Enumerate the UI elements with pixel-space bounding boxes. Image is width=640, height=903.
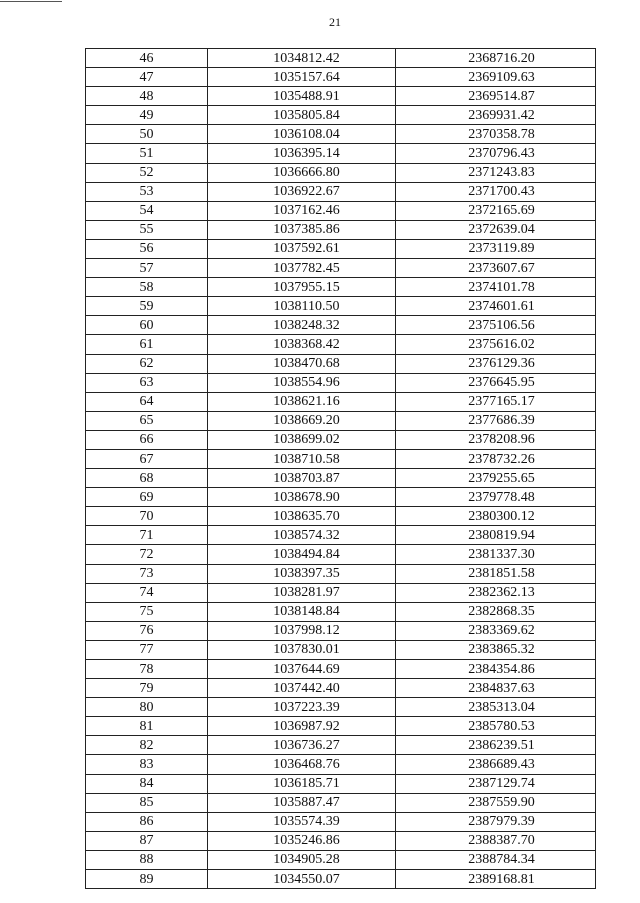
y-coordinate-cell: 2386239.51	[396, 736, 596, 755]
table-row	[86, 87, 596, 106]
x-coordinate-cell: 1037442.40	[208, 679, 396, 698]
table-row	[86, 660, 596, 679]
point-number-cell: 64	[86, 392, 208, 411]
corner-rule	[0, 1, 62, 2]
x-coordinate-cell: 1034905.28	[208, 850, 396, 869]
table-row	[86, 793, 596, 812]
y-coordinate-cell: 2380300.12	[396, 507, 596, 526]
table-row	[86, 163, 596, 182]
x-coordinate-cell: 1036395.14	[208, 144, 396, 163]
y-coordinate-cell: 2370796.43	[396, 144, 596, 163]
point-number-cell: 67	[86, 449, 208, 468]
y-coordinate-cell: 2378732.26	[396, 449, 596, 468]
y-coordinate-cell: 2379778.48	[396, 488, 596, 507]
x-coordinate-cell: 1035246.86	[208, 831, 396, 850]
x-coordinate-cell: 1038621.16	[208, 392, 396, 411]
point-number-cell: 54	[86, 201, 208, 220]
table-row	[86, 564, 596, 583]
x-coordinate-cell: 1038635.70	[208, 507, 396, 526]
y-coordinate-cell: 2371700.43	[396, 182, 596, 201]
x-coordinate-cell: 1034550.07	[208, 870, 396, 889]
point-number-cell: 72	[86, 545, 208, 564]
point-number-cell: 62	[86, 354, 208, 373]
point-number-cell: 46	[86, 49, 208, 68]
x-coordinate-cell: 1037162.46	[208, 201, 396, 220]
x-coordinate-cell: 1037782.45	[208, 259, 396, 278]
table-row	[86, 640, 596, 659]
point-number-cell: 56	[86, 239, 208, 258]
point-number-cell: 61	[86, 335, 208, 354]
x-coordinate-cell: 1038281.97	[208, 583, 396, 602]
point-number-cell: 80	[86, 698, 208, 717]
point-number-cell: 57	[86, 259, 208, 278]
x-coordinate-cell: 1038248.32	[208, 316, 396, 335]
point-number-cell: 55	[86, 220, 208, 239]
y-coordinate-cell: 2384354.86	[396, 660, 596, 679]
y-coordinate-cell: 2388387.70	[396, 831, 596, 850]
point-number-cell: 82	[86, 736, 208, 755]
y-coordinate-cell: 2376645.95	[396, 373, 596, 392]
x-coordinate-cell: 1038699.02	[208, 430, 396, 449]
table-row	[86, 469, 596, 488]
coordinate-table	[85, 48, 596, 889]
y-coordinate-cell: 2378208.96	[396, 430, 596, 449]
table-row	[86, 106, 596, 125]
x-coordinate-cell: 1036922.67	[208, 182, 396, 201]
table-row	[86, 717, 596, 736]
y-coordinate-cell: 2373607.67	[396, 259, 596, 278]
x-coordinate-cell: 1038678.90	[208, 488, 396, 507]
point-number-cell: 52	[86, 163, 208, 182]
point-number-cell: 86	[86, 812, 208, 831]
point-number-cell: 89	[86, 870, 208, 889]
x-coordinate-cell: 1037592.61	[208, 239, 396, 258]
y-coordinate-cell: 2369514.87	[396, 87, 596, 106]
table-row	[86, 812, 596, 831]
point-number-cell: 81	[86, 717, 208, 736]
point-number-cell: 71	[86, 526, 208, 545]
y-coordinate-cell: 2388784.34	[396, 850, 596, 869]
x-coordinate-cell: 1036666.80	[208, 163, 396, 182]
point-number-cell: 84	[86, 774, 208, 793]
table-row	[86, 49, 596, 68]
point-number-cell: 77	[86, 640, 208, 659]
point-number-cell: 58	[86, 278, 208, 297]
point-number-cell: 49	[86, 106, 208, 125]
y-coordinate-cell: 2383865.32	[396, 640, 596, 659]
y-coordinate-cell: 2385780.53	[396, 717, 596, 736]
table-row	[86, 68, 596, 87]
table-row	[86, 488, 596, 507]
table-row	[86, 831, 596, 850]
x-coordinate-cell: 1037955.15	[208, 278, 396, 297]
x-coordinate-cell: 1038110.50	[208, 297, 396, 316]
coordinate-table-body	[86, 49, 596, 889]
y-coordinate-cell: 2382362.13	[396, 583, 596, 602]
y-coordinate-cell: 2372639.04	[396, 220, 596, 239]
y-coordinate-cell: 2369109.63	[396, 68, 596, 87]
x-coordinate-cell: 1036108.04	[208, 125, 396, 144]
y-coordinate-cell: 2384837.63	[396, 679, 596, 698]
table-row	[86, 507, 596, 526]
table-row	[86, 850, 596, 869]
y-coordinate-cell: 2375616.02	[396, 335, 596, 354]
point-number-cell: 78	[86, 660, 208, 679]
table-row	[86, 278, 596, 297]
y-coordinate-cell: 2377686.39	[396, 411, 596, 430]
table-row	[86, 602, 596, 621]
point-number-cell: 83	[86, 755, 208, 774]
x-coordinate-cell: 1034812.42	[208, 49, 396, 68]
point-number-cell: 76	[86, 621, 208, 640]
y-coordinate-cell: 2373119.89	[396, 239, 596, 258]
x-coordinate-cell: 1038554.96	[208, 373, 396, 392]
point-number-cell: 73	[86, 564, 208, 583]
point-number-cell: 63	[86, 373, 208, 392]
x-coordinate-cell: 1036468.76	[208, 755, 396, 774]
point-number-cell: 47	[86, 68, 208, 87]
x-coordinate-cell: 1037644.69	[208, 660, 396, 679]
table-row	[86, 392, 596, 411]
point-number-cell: 66	[86, 430, 208, 449]
y-coordinate-cell: 2380819.94	[396, 526, 596, 545]
table-row	[86, 583, 596, 602]
table-row	[86, 220, 596, 239]
x-coordinate-cell: 1038368.42	[208, 335, 396, 354]
table-row	[86, 774, 596, 793]
point-number-cell: 75	[86, 602, 208, 621]
point-number-cell: 50	[86, 125, 208, 144]
y-coordinate-cell: 2370358.78	[396, 125, 596, 144]
x-coordinate-cell: 1036736.27	[208, 736, 396, 755]
table-row	[86, 545, 596, 564]
point-number-cell: 59	[86, 297, 208, 316]
table-row	[86, 239, 596, 258]
y-coordinate-cell: 2376129.36	[396, 354, 596, 373]
y-coordinate-cell: 2385313.04	[396, 698, 596, 717]
table-row	[86, 449, 596, 468]
table-row	[86, 411, 596, 430]
y-coordinate-cell: 2383369.62	[396, 621, 596, 640]
table-row	[86, 373, 596, 392]
x-coordinate-cell: 1035805.84	[208, 106, 396, 125]
x-coordinate-cell: 1037998.12	[208, 621, 396, 640]
table-row	[86, 125, 596, 144]
point-number-cell: 51	[86, 144, 208, 163]
y-coordinate-cell: 2377165.17	[396, 392, 596, 411]
y-coordinate-cell: 2387979.39	[396, 812, 596, 831]
table-row	[86, 698, 596, 717]
x-coordinate-cell: 1035574.39	[208, 812, 396, 831]
x-coordinate-cell: 1038703.87	[208, 469, 396, 488]
x-coordinate-cell: 1036185.71	[208, 774, 396, 793]
x-coordinate-cell: 1038669.20	[208, 411, 396, 430]
point-number-cell: 88	[86, 850, 208, 869]
x-coordinate-cell: 1038494.84	[208, 545, 396, 564]
x-coordinate-cell: 1035488.91	[208, 87, 396, 106]
y-coordinate-cell: 2387129.74	[396, 774, 596, 793]
point-number-cell: 87	[86, 831, 208, 850]
table-row	[86, 679, 596, 698]
page-number: 21	[329, 15, 341, 29]
point-number-cell: 65	[86, 411, 208, 430]
table-row	[86, 870, 596, 889]
table-row	[86, 297, 596, 316]
table-row	[86, 182, 596, 201]
table-row	[86, 621, 596, 640]
y-coordinate-cell: 2369931.42	[396, 106, 596, 125]
point-number-cell: 74	[86, 583, 208, 602]
x-coordinate-cell: 1038397.35	[208, 564, 396, 583]
x-coordinate-cell: 1038574.32	[208, 526, 396, 545]
table-row	[86, 430, 596, 449]
y-coordinate-cell: 2382868.35	[396, 602, 596, 621]
y-coordinate-cell: 2381851.58	[396, 564, 596, 583]
table-row	[86, 354, 596, 373]
y-coordinate-cell: 2389168.81	[396, 870, 596, 889]
table-row	[86, 144, 596, 163]
point-number-cell: 79	[86, 679, 208, 698]
y-coordinate-cell: 2374101.78	[396, 278, 596, 297]
x-coordinate-cell: 1038148.84	[208, 602, 396, 621]
x-coordinate-cell: 1037830.01	[208, 640, 396, 659]
table-row	[86, 201, 596, 220]
y-coordinate-cell: 2374601.61	[396, 297, 596, 316]
point-number-cell: 53	[86, 182, 208, 201]
table-row	[86, 316, 596, 335]
point-number-cell: 68	[86, 469, 208, 488]
x-coordinate-cell: 1037223.39	[208, 698, 396, 717]
table-row	[86, 335, 596, 354]
point-number-cell: 85	[86, 793, 208, 812]
table-row	[86, 259, 596, 278]
point-number-cell: 48	[86, 87, 208, 106]
point-number-cell: 70	[86, 507, 208, 526]
point-number-cell: 69	[86, 488, 208, 507]
table-row	[86, 526, 596, 545]
x-coordinate-cell: 1035887.47	[208, 793, 396, 812]
x-coordinate-cell: 1036987.92	[208, 717, 396, 736]
y-coordinate-cell: 2371243.83	[396, 163, 596, 182]
y-coordinate-cell: 2372165.69	[396, 201, 596, 220]
y-coordinate-cell: 2387559.90	[396, 793, 596, 812]
y-coordinate-cell: 2379255.65	[396, 469, 596, 488]
y-coordinate-cell: 2375106.56	[396, 316, 596, 335]
table-row	[86, 755, 596, 774]
x-coordinate-cell: 1038470.68	[208, 354, 396, 373]
y-coordinate-cell: 2368716.20	[396, 49, 596, 68]
y-coordinate-cell: 2381337.30	[396, 545, 596, 564]
x-coordinate-cell: 1035157.64	[208, 68, 396, 87]
table-row	[86, 736, 596, 755]
x-coordinate-cell: 1037385.86	[208, 220, 396, 239]
point-number-cell: 60	[86, 316, 208, 335]
y-coordinate-cell: 2386689.43	[396, 755, 596, 774]
x-coordinate-cell: 1038710.58	[208, 449, 396, 468]
